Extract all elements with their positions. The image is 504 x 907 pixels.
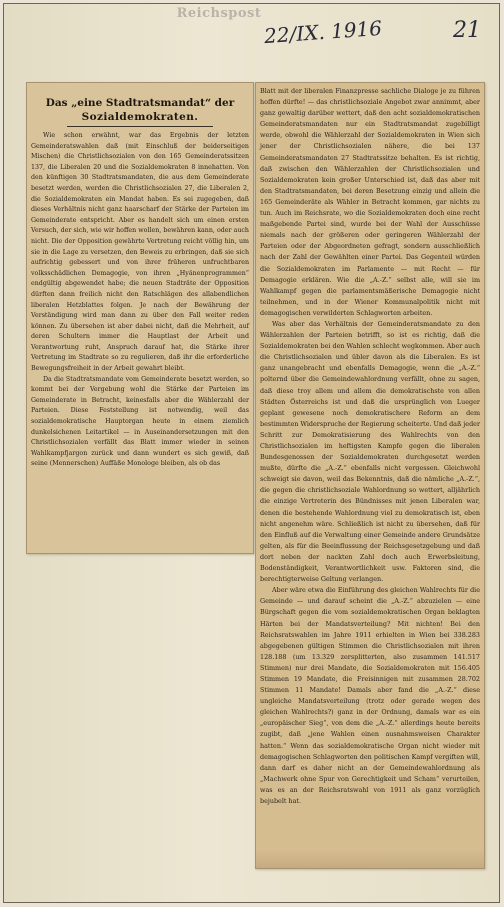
article-title-line-2: Sozialdemokraten.: [81, 111, 199, 123]
handwritten-page-number: 21: [453, 18, 481, 43]
title-rule: [67, 126, 213, 127]
paragraph: Blatt mit der liberalen Finanzpresse sachliche Dialoge je zu führen hoffen dürfte! — das christlichsoziale Angebot zwar annimmt, aber ganz gewaltig darüber wettert, daß den acht sozialdemokratischen Gemeinderatsmandaten nur ein Stadtratsmandat zugebilligt werde, obwohl die Wählerzahl der Sozialdemokraten in Wien sich jener der Christlichsozialen nähere, die bei 137 Gemeinderatsmandaten 27 Stadtratssitze behalten. Es ist richtig, daß zwischen den Wählerzahlen der Christlichsozialen und Sozialdemokraten kein großer Unterschied ist, daß das aber mit den Stadtratsmandaten, bei deren Besetzung einzig und allein die 165 Gemeinderäte als Wähler in Betracht kommen, gar nichts zu tun. Auch im Reichsrate, wo die Sozialdemokraten doch eine recht maßgebende Partei sind, wurde bei der Wahl der Ausschüsse niemals nach der größeren oder geringeren Wählerzahl der Parteien oder der Abgeordneten gefragt, sondern ausschließlich nach der Zahl der Gewählten einer Partei. Das Gegenteil würden die Sozialdemokraten im Parlamente — mit Recht — für Demagogie erklären. Wie die „A.-Z.“ selbst alle, will sie im Wahlkampf gegen die parlamentsmäßerische Demagogie nicht teilnehmen, und in der Wiener Kommunalpolitik nicht mit demagogischen verwilderten Schlagworten arbeiten.: [260, 87, 480, 317]
paragraph: Was aber das Verhältnis der Gemeinderatsmandate zu den Wählerzahlen der Parteien betrifft, so ist es richtig, daß die Sozialdemokraten bei den Wahlen schlecht wegkommen. Aber auch die Christlichsozialen und übler davon als die Liberalen. Es ist ganz unangebracht und ebenfalls Demagogie, wenn die „A.-Z.“ polternd über die Gemeindewahlordnung verfällt, ohne zu sagen, daß diese troy allem und allem die demokratischste von allen Städten Österreichs ist und daß die ursprünglich von Lueger geplant gewesene noch demokratischere Reform an dem bestimmten Widerspruche der Regierung scheiterte. Und daß jeder Schritt zur Demokratisierung des Wahlrechts von den Christlichsozialen im heftigsten Kampfe gegen die liberalen Bundesgenossen der Sozialdemokraten durchgesetzt werden mußte, dürfte die „A.-Z.“ ebenfalls nicht vergessen. Gleichwohl schweigt sie davon, weil das Bekenntnis, daß die nämliche „A.-Z.“, die gegen die christlichsoziale Wahlordnung so wettert, alljährlich die einzige Vertreterin des Bündnisses mit jenen Liberalen war, denen die bestehende Wahlordnung viel zu demokratisch ist, eben nicht angenehm wäre. Schließlich ist nicht zu übersehen, daß für den Einfluß auf die Verwaltung einer Gemeinde andere Grundsätze gelten, als für die Beeinflussung der Reichsgesetzgebung und daß dort neben der nackten Zahl doch auch Erwerbsleitung, Bodenständigkeit, Verantwortlichkeit usw. Faktoren sind, die berechtigterweise Geltung verlangen.: [260, 319, 480, 584]
paragraph: Aber wäre etwa die Einführung des gleichen Wahlrechts für die Gemeinde — und darauf scheint die „A.-Z.“ abzuzielen — eine Bürgschaft gegen die vom sozialdemokratischen Organ beklagten Härten bei der Mandatsverteilung? Mit nichten! Bei den Reichsratswahlen im Jahre 1911 erhielten in Wien bei 338.283 abgegebenen gültigen Stimmen die Christlichsozialen mit ihren 128.188 (um 13.329 zersplitterten, also zusammen 141.517 Stimmen) nur drei Mandate, die Sozialdemokraten mit 156.405 Stimmen 19 Mandate, die Freisinnigen mit zusammen 28.702 Stimmen 11 Mandate! Damals aber fand die „A.-Z.“ diese ungleiche Mandatsverteilung (trotz oder gerade wegen des gleichen Wahlrechts?) ganz in der Ordnung, damals war es ein „europäischer Sieg“, von dem die „A.-Z.“ allerdings heute bereits zugibt, daß „jene Wahlen einen ausnahmsweisen Charakter hatten.“ Wenn das sozialdemokratische Organ nicht wieder mit demagogischen Schlagworten den politischen Kampf vergiften will, dann darf es daher nicht an der Gemeindewahlordnung als „Machwerk ohne Spur von Gerechtigkeit und Scham“ verurteilen, was es an der Reichsratswahl von 1911 als ganz vorzüglich bejubelt hat.: [260, 586, 480, 805]
article-column-left: [31, 131, 249, 470]
article-title-line-1: Das „eine Stadtratsmandat“ der: [45, 97, 235, 109]
archive-sheet: [3, 3, 500, 903]
paragraph: Da die Stadtratsmandate vom Gemeinderate besetzt werden, so kommt bei der Vergebung wohl die Stärke der Parteien im Gemeinderate in Betracht, keinesfalls aber die Wählerzahl der Parteien. Diese Feststellung ist notwendig, weil das sozialdemokratische Hauptorgan heute in einem ziemlich dunkelsichenen Leitartikel — in Auseinandersetzungen mit den Christlichsozialen verfällt das Blatt immer wieder in seinen Wahlkampfjargon zurück und dann wundert es sich gewiß, daß seine (Mennerschen) Auffäße Monologe bleiben, als ob das: [31, 375, 249, 468]
handwritten-date: 22/IX. 1916: [263, 15, 383, 49]
paragraph: Wie schon erwähnt, war das Ergebnis der letzten Gemeinderatswahlen daß (mit Einschluß der beiderseitigen Mischen) die Christlichsozialen von den 165 Gemeinderatssitzen 137, die Liberalen 20 und die Sozialdemokraten 8 innehatten. Von den künftigen 30 Stadtratsmandaten, die aus dem Gemeinderate besetzt werden, werden die Christlichsozialen 27, die Liberalen 2, die Sozialdemokraten ein Mandat haben. Es sei zugegeben, daß dieses Verhältnis nicht ganz haarscharf der Stärke der Parteien im Gemeinderate entspricht. Aber es handelt sich um einen ersten Versuch, der sich, wie wir hoffen wollen, bewähren kann, oder auch nicht. Die der Opposition gewährte Vertretung reicht völlig hin, um sie in die Lage zu versetzen, den Beweis zu erbringen, daß sie sich aufrichtig gebessert und von ihrer früheren unfruchtbaren volksschädlichen Demagogie, von ihren „Hyänenprogrammen“ endgültig abgewendet habe; die neuen Stadträte der Opposition dürften dann freilich nicht den Ratschlägen des allabendlichen liberalen Hetzblattes folgen. Je nach der Bewährung der Verständigung wird man dann zu über den Fall weiter reden können. Zu übersehen ist aber dabei nicht, daß die Mehrheit, auf deren Schultern immer die Hauptlast der Arbeit und Verantwortung ruht, Anspruch darauf hat, die Stärke ihrer Vertretung im Stadtrate so zu regulieren, daß ihr die erforderliche Bewegungsfreiheit in der Arbeit gewahrt bleibt.: [31, 132, 249, 373]
article-column-right: [260, 86, 480, 807]
newspaper-clipping-right: [255, 82, 485, 869]
clip-edge-shadow: [256, 850, 484, 868]
newspaper-clipping-left: [26, 82, 254, 554]
archive-stamp: Reichspost: [176, 6, 262, 21]
